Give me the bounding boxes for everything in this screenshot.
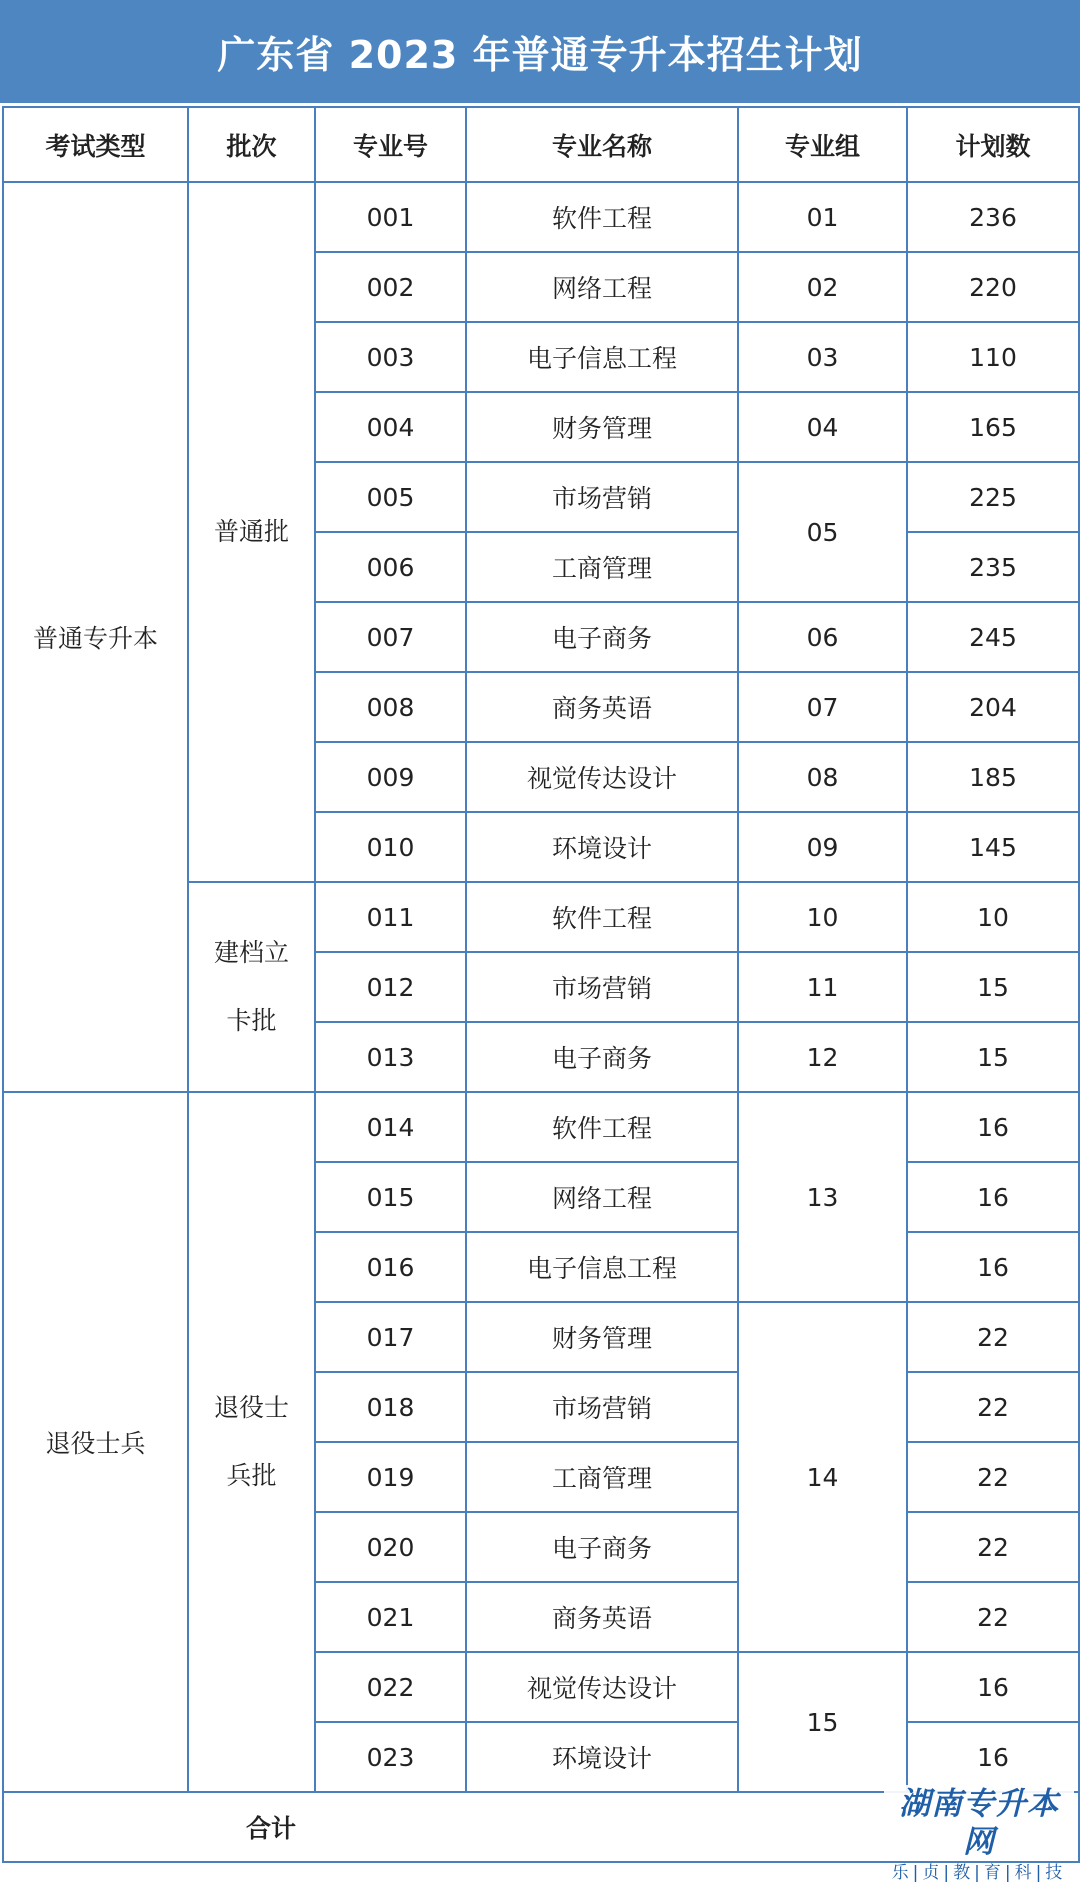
plan-count-cell: 236 (907, 182, 1079, 252)
major-name-cell: 电子商务 (466, 602, 738, 672)
major-name-cell: 商务英语 (466, 1582, 738, 1652)
enrollment-plan-table (2, 106, 1080, 1863)
batch-cell (188, 1092, 315, 1792)
plan-count-cell: 22 (907, 1372, 1079, 1442)
watermark-logo (884, 1785, 1074, 1883)
table-body (3, 182, 1079, 1792)
plan-count-cell: 15 (907, 1022, 1079, 1092)
plan-count-cell: 22 (907, 1512, 1079, 1582)
batch-label: 普通批 (213, 517, 289, 546)
major-code-cell: 021 (315, 1582, 466, 1652)
plan-count-cell: 185 (907, 742, 1079, 812)
major-name-cell: 财务管理 (466, 1302, 738, 1372)
major-name-cell: 软件工程 (466, 882, 738, 952)
major-code-cell: 022 (315, 1652, 466, 1722)
header-batch: 批次 (188, 107, 315, 182)
batch-cell (188, 882, 315, 1092)
plan-count-cell: 220 (907, 252, 1079, 322)
plan-count-cell: 16 (907, 1162, 1079, 1232)
plan-count-cell: 225 (907, 462, 1079, 532)
major-code-cell: 001 (315, 182, 466, 252)
major-name-cell: 视觉传达设计 (466, 742, 738, 812)
plan-count-cell: 22 (907, 1302, 1079, 1372)
major-name-cell: 财务管理 (466, 392, 738, 462)
major-group-cell: 12 (738, 1022, 907, 1092)
major-group-cell: 10 (738, 882, 907, 952)
watermark-sub-text: 乐|贞|教|育|科|技 (891, 1863, 1067, 1883)
plan-count-cell: 110 (907, 322, 1079, 392)
major-code-cell: 006 (315, 532, 466, 602)
major-name-cell: 电子信息工程 (466, 1232, 738, 1302)
page-title: 广东省 2023 年普通专升本招生计划 (0, 0, 1080, 103)
plan-count-cell: 245 (907, 602, 1079, 672)
plan-count-cell: 204 (907, 672, 1079, 742)
major-code-cell: 018 (315, 1372, 466, 1442)
major-group-cell: 01 (738, 182, 907, 252)
major-code-cell: 016 (315, 1232, 466, 1302)
major-code-cell: 010 (315, 812, 466, 882)
major-code-cell: 003 (315, 322, 466, 392)
plan-count-cell: 235 (907, 532, 1079, 602)
header-major-group: 专业组 (738, 107, 907, 182)
header-major-name: 专业名称 (466, 107, 738, 182)
plan-count-cell: 16 (907, 1092, 1079, 1162)
major-code-cell: 015 (315, 1162, 466, 1232)
major-code-cell: 019 (315, 1442, 466, 1512)
major-code-cell: 004 (315, 392, 466, 462)
major-name-cell: 网络工程 (466, 1162, 738, 1232)
plan-count-cell: 165 (907, 392, 1079, 462)
major-code-cell: 017 (315, 1302, 466, 1372)
plan-count-cell: 10 (907, 882, 1079, 952)
major-group-cell: 06 (738, 602, 907, 672)
major-code-cell: 008 (315, 672, 466, 742)
exam-type-cell: 退役士兵 (3, 1092, 188, 1792)
major-name-cell: 电子商务 (466, 1512, 738, 1582)
major-name-cell: 市场营销 (466, 1372, 738, 1442)
plan-count-cell: 16 (907, 1722, 1079, 1792)
major-name-cell: 软件工程 (466, 182, 738, 252)
major-name-cell: 环境设计 (466, 812, 738, 882)
major-code-cell: 011 (315, 882, 466, 952)
major-name-cell: 电子信息工程 (466, 322, 738, 392)
batch-cell (188, 182, 315, 882)
major-name-cell: 工商管理 (466, 1442, 738, 1512)
major-name-cell: 市场营销 (466, 952, 738, 1022)
major-group-cell: 04 (738, 392, 907, 462)
major-name-cell: 环境设计 (466, 1722, 738, 1792)
batch-label: 建档立卡批 (213, 938, 289, 1035)
header-plan-count: 计划数 (907, 107, 1079, 182)
major-group-cell: 15 (738, 1652, 907, 1792)
major-code-cell: 012 (315, 952, 466, 1022)
table-row (3, 182, 1079, 252)
major-name-cell: 视觉传达设计 (466, 1652, 738, 1722)
major-name-cell: 电子商务 (466, 1022, 738, 1092)
major-code-cell: 002 (315, 252, 466, 322)
major-group-cell: 03 (738, 322, 907, 392)
major-code-cell: 005 (315, 462, 466, 532)
header-exam-type: 考试类型 (3, 107, 188, 182)
major-group-cell: 05 (738, 462, 907, 602)
major-code-cell: 013 (315, 1022, 466, 1092)
table-row (3, 1092, 1079, 1162)
major-code-cell: 014 (315, 1092, 466, 1162)
plan-count-cell: 22 (907, 1582, 1079, 1652)
major-code-cell: 020 (315, 1512, 466, 1582)
major-group-cell: 08 (738, 742, 907, 812)
table-header-row (3, 107, 1079, 182)
major-name-cell: 网络工程 (466, 252, 738, 322)
header-major-code: 专业号 (315, 107, 466, 182)
exam-type-cell: 普通专升本 (3, 182, 188, 1092)
major-group-cell: 14 (738, 1302, 907, 1652)
major-group-cell: 13 (738, 1092, 907, 1302)
watermark-main-text: 湖南专升本网 (899, 1786, 1059, 1860)
total-label-text: 合计 (245, 1814, 296, 1843)
major-name-cell: 商务英语 (466, 672, 738, 742)
major-group-cell: 11 (738, 952, 907, 1022)
major-code-cell: 007 (315, 602, 466, 672)
major-group-cell: 07 (738, 672, 907, 742)
major-name-cell: 市场营销 (466, 462, 738, 532)
plan-count-cell: 22 (907, 1442, 1079, 1512)
major-group-cell: 02 (738, 252, 907, 322)
plan-count-cell: 15 (907, 952, 1079, 1022)
major-name-cell: 工商管理 (466, 532, 738, 602)
plan-count-cell: 16 (907, 1232, 1079, 1302)
major-code-cell: 009 (315, 742, 466, 812)
major-name-cell: 软件工程 (466, 1092, 738, 1162)
plan-count-cell: 145 (907, 812, 1079, 882)
major-code-cell: 023 (315, 1722, 466, 1792)
major-group-cell: 09 (738, 812, 907, 882)
batch-label: 退役士兵批 (213, 1393, 289, 1490)
plan-count-cell: 16 (907, 1652, 1079, 1722)
